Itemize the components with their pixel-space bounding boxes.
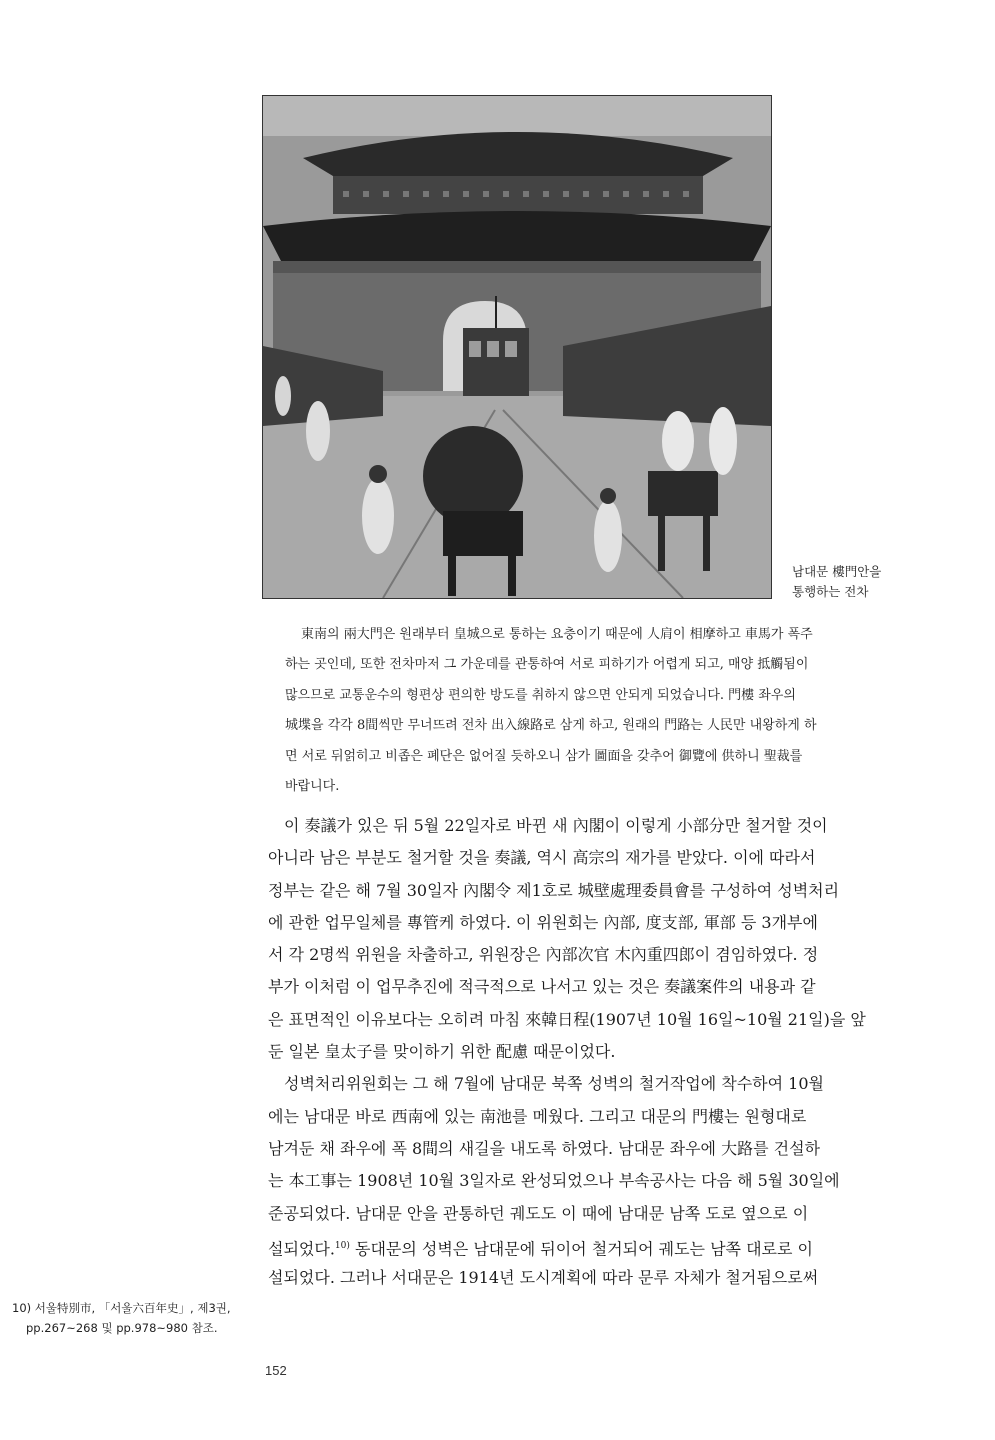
body-line: 아니라 남은 부분도 철거할 것을 奏議, 역시 高宗의 재가를 받았다. 이에 따라서: [268, 848, 816, 868]
body-line: 에는 남대문 바로 西南에 있는 南池를 메웠다. 그리고 대문의 門樓는 원형대로: [268, 1106, 807, 1126]
body-line: 둔 일본 皇太子를 맞이하기 위한 配慮 때문이었다.: [268, 1042, 616, 1062]
quote-line: 하는 곳인데, 또한 전차마저 그 가운데를 관통하여 서로 피하기가 어렵게 되고, 매양 抵觸됨이: [285, 657, 809, 673]
footnote-reference[interactable]: 10): [334, 1240, 350, 1251]
body-line: 는 本工事는 1908년 10월 3일자로 완성되었으나 부속공사는 다음 해 5월 30일에: [268, 1171, 840, 1191]
body-line: 에 관한 업무일체를 專管케 하였다. 이 위원회는 內部, 度支部, 軍部 등 3개부에: [268, 912, 818, 932]
namdaemun-photo: [262, 95, 772, 599]
quote-line: 城堞을 각각 8間씩만 무너뜨려 전차 出入線路로 삼게 하고, 원래의 門路는 人民만 내왕하게 하: [285, 718, 817, 734]
quote-line: 바랍니다.: [285, 778, 340, 794]
quote-line: 東南의 兩大門은 원래부터 皇城으로 통하는 요충이기 때문에 人肩이 相摩하고 車馬가 폭주: [301, 627, 813, 642]
body-line: [268, 1230, 948, 1262]
footnote-line: pp.267~268 및 pp.978~980 참조.: [26, 1321, 218, 1335]
body-text: [268, 810, 948, 1294]
body-line: 성벽처리위원회는 그 해 7월에 남대문 북쪽 성벽의 철거작업에 착수하여 10월: [284, 1074, 824, 1094]
body-line-part: 동대문의 성벽은 남대문에 뒤이어 철거되어 궤도는 남쪽 대로로 이: [354, 1239, 813, 1259]
footnote: [12, 1298, 252, 1338]
body-line: 설되었다. 그러나 서대문은 1914년 도시계획에 따라 문루 자체가 철거됨으로써: [268, 1268, 819, 1288]
body-line: 서 각 2명씩 위원을 차출하고, 위원장은 內部次官 木內重四郎이 겸임하였다. 정: [268, 945, 819, 965]
body-line-part: 설되었다.: [268, 1239, 335, 1259]
body-line: 정부는 같은 해 7월 30일자 內閣令 제1호로 城壁處理委員會를 구성하여 성벽처리: [268, 880, 840, 900]
caption-line: 통행하는 전차: [792, 584, 869, 599]
footnote-line: 10) 서울特別市, 「서울六百年史」, 제3권,: [12, 1301, 231, 1315]
caption-line: 남대문 樓門안을: [792, 564, 882, 579]
body-line: 은 표면적인 이유보다는 오히려 마침 來韓日程(1907년 10월 16일~10월 21일)을 앞: [268, 1009, 866, 1029]
body-line: 이 奏議가 있은 뒤 5월 22일자로 바뀐 새 內閣이 이렇게 小部分만 철거할 것이: [284, 816, 828, 835]
quote-line: 면 서로 뒤얽히고 비좁은 폐단은 없어질 듯하오니 삼가 圖面을 갖추어 御覽에 供하니 聖裁를: [285, 748, 803, 764]
quoted-petition: [285, 620, 935, 802]
body-line: 남겨둔 채 좌우에 폭 8間의 새길을 내도록 하였다. 남대문 좌우에 大路를 건설하: [268, 1138, 820, 1158]
body-line: 부가 이처럼 이 업무추진에 적극적으로 나서고 있는 것은 奏議案件의 내용과 같: [268, 977, 816, 997]
page-number: 152: [265, 1363, 287, 1378]
body-line: 준공되었다. 남대문 안을 관통하던 궤도도 이 때에 남대문 남쪽 도로 옆으로 이: [268, 1203, 809, 1223]
quote-line: 많으므로 교통운수의 형편상 편의한 방도를 취하지 않으면 안되게 되었습니다. 門樓 좌우의: [285, 687, 796, 703]
photo-caption: [792, 562, 982, 602]
